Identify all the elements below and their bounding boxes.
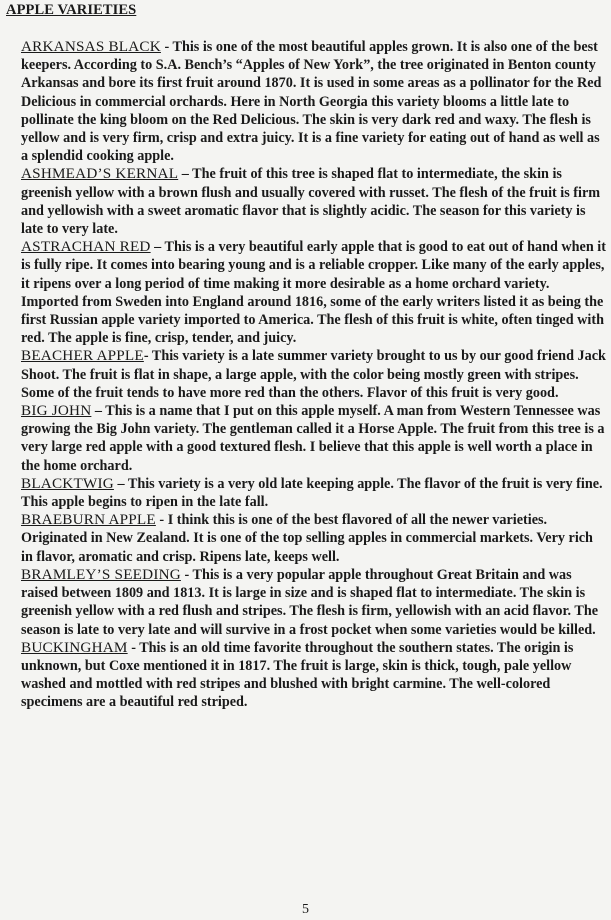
entry-text: – This is a name that I put on this apple myself. A man from Western Tennessee was growing the Big John variety. The gentleman called it a Horse Apple. The fruit from this tree is a very large red apple with a good textured flesh. I believe that this apple is well worth a place in the home orchard. xyxy=(21,403,605,474)
entry-braeburn-apple xyxy=(21,511,606,566)
entry-blacktwig xyxy=(21,475,606,511)
entry-name: BEACHER APPLE xyxy=(21,347,144,365)
entry-text: - This is a very popular apple throughout Great Britain and was raised between 1809 and 1813. It is large in size and is shaped flat to intermediate. The skin is greenish yellow with a red flush and stripes. The flesh is firm, yellowish with an acid flavor. The season is late to very late and will survive in a frost pocket when some varieties would be killed. xyxy=(21,566,599,638)
entry-name: ASHMEAD’S KERNAL xyxy=(21,165,179,183)
entry-name: ARKANSAS BLACK xyxy=(21,38,161,55)
entry-text: - This variety is a late summer variety brought to us by our good friend Jack Shoot. The fruit is flat in shape, a large apple, with the color being mostly green with stripes. Some of the fruit tends to have more red than the others. Flavor of this fruit is very good. xyxy=(21,348,606,401)
entry-text: - This is one of the most beautiful apples grown. It is also one of the best keepers. According to S.A. Bench’s “Apples of New York”, the tree originated in Benton county Arkansas and bore its first fruit around 1870. It is used in some areas as a pollinator for the Red Delicious in commercial orchards. Here in North Georgia this variety blooms a little late to pollinate the king bloom on the Red Delicious. The skin is very dark red and waxy. The flesh is yellow and is very firm, crisp and extra juicy. It is a fine variety for eating out of hand as well as a splendid cooking apple. xyxy=(21,39,602,165)
entry-name: BRAEBURN APPLE xyxy=(21,511,156,529)
entry-ashmeads-kernal xyxy=(21,165,606,238)
entry-name: BIG JOHN xyxy=(21,402,92,420)
entry-beacher-apple xyxy=(21,347,606,402)
entry-text: - This is an old time favorite throughout the southern states. The origin is unknown, but Coxe mentioned it in 1817. The fruit is large, skin is thick, tough, pale yellow washed and mottled with red stripes and blushed with bright carmine. The well-colored specimens are a beautiful red striped. xyxy=(21,639,574,711)
page-number: 5 xyxy=(302,902,309,917)
entry-name: BUCKINGHAM xyxy=(21,638,128,656)
entry-name: ASTRACHAN RED xyxy=(21,238,151,256)
entry-text: – This variety is a very old late keeping apple. The flavor of the fruit is very fine. This apple begins to ripen in the late fall. xyxy=(21,475,603,511)
entry-big-john xyxy=(21,402,606,475)
entry-bramleys-seeding xyxy=(21,566,606,639)
entry-text: – This is a very beautiful early apple that is good to eat out of hand when it is fully ripe. It comes into bearing young and is a reliable cropper. Like many of the early apples, it ripens over a long period of time making it more desirable as a home orchard variety. Imported from Sweden into England around 1816, some of the early writers listed it as being the first Russian apple variety imported to America. The flesh of this fruit is white, often tinged with red. The apple is fine, crisp, tender, and juicy. xyxy=(21,239,606,347)
entry-text: – The fruit of this tree is shaped flat to intermediate, the skin is greenish yellow with a brown flush and usually covered with russet. The flesh of the fruit is firm and yellowish with a sweet aromatic flavor that is slightly acidic. The season for this variety is late to very late. xyxy=(21,166,601,238)
entry-name: BRAMLEY’S SEEDING xyxy=(21,565,181,583)
variety-list xyxy=(21,38,606,712)
entry-arkansas-black xyxy=(21,38,606,165)
entry-text: - I think this is one of the best flavored of all the newer varieties. Originated in New Zealand. It is one of the top selling apples in commercial markets. Very rich in flavor, aromatic and crisp. Ripens late, keeps well. xyxy=(21,512,593,565)
entry-buckingham xyxy=(21,639,606,712)
page-title: APPLE VARIETIES xyxy=(6,2,137,18)
entry-name: BLACKTWIG xyxy=(21,474,114,492)
entry-astrachan-red xyxy=(21,238,606,347)
